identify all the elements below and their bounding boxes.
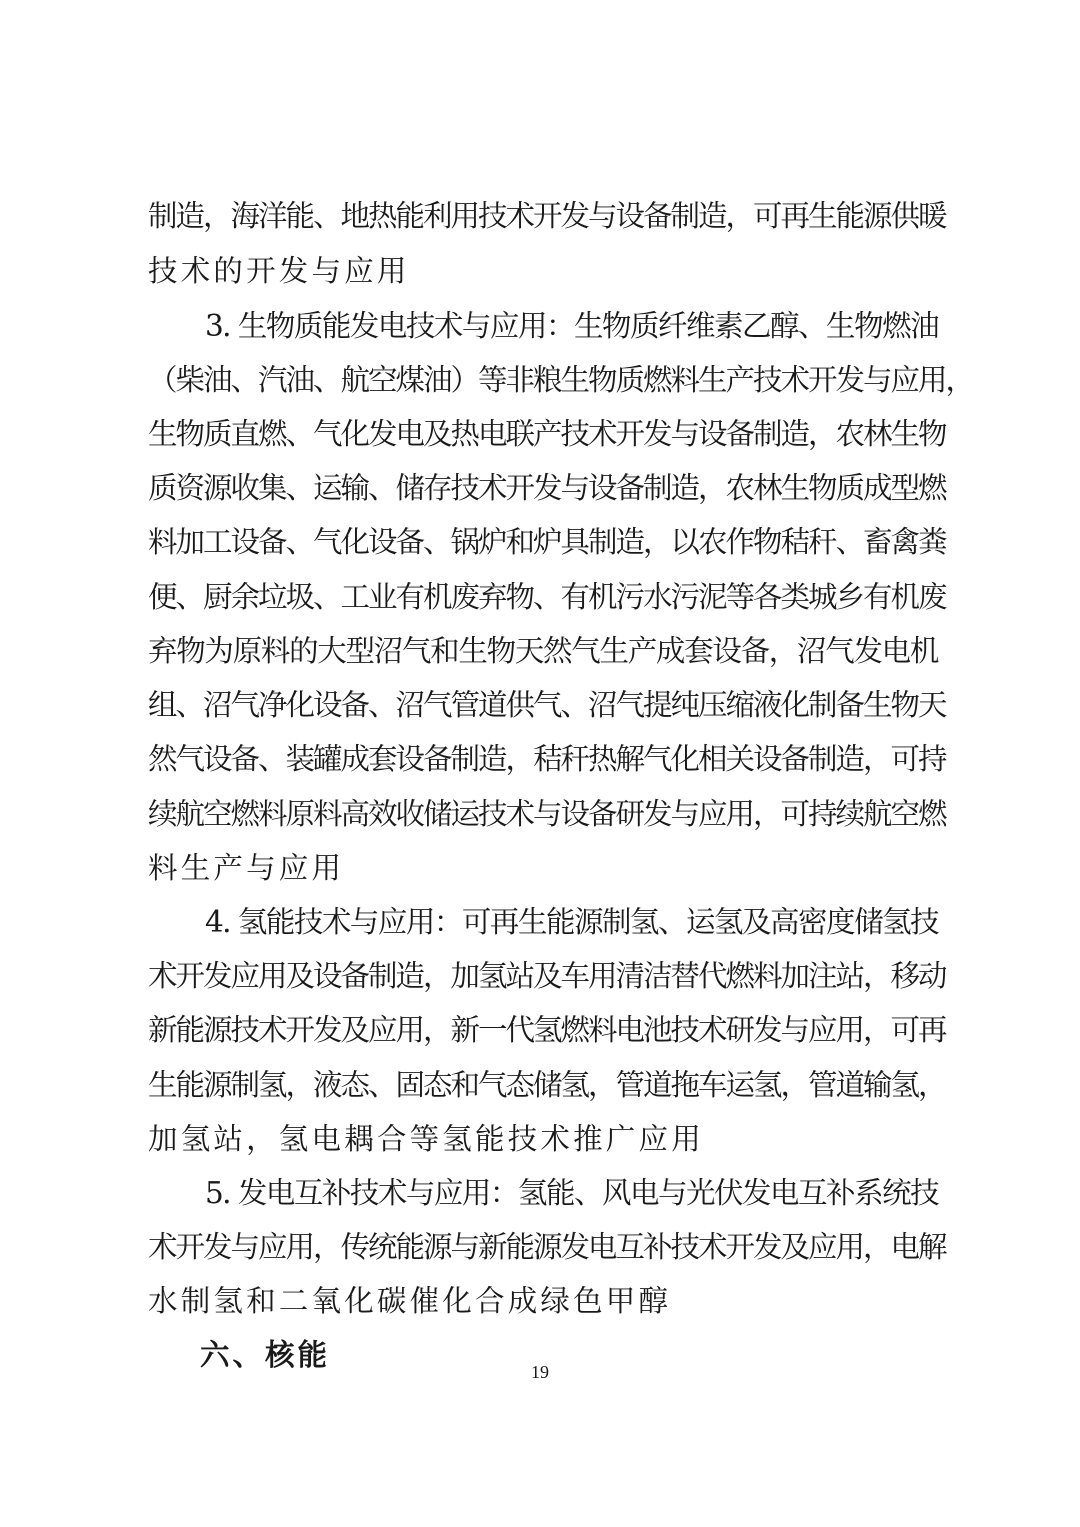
list-item-5-line: 5. 发电互补技术与应用：氢能、风电与光伏发电互补系统技 [205, 1176, 938, 1210]
body-line: 加氢站，氢电耦合等氢能技术推广应用 [148, 1122, 704, 1156]
body-line: 技术的开发与应用 [148, 254, 410, 288]
body-line: （柴油、汽油、航空煤油）等非粮生物质燃料生产技术开发与应用， [148, 363, 974, 397]
body-line: 组、沼气净化设备、沼气管道供气、沼气提纯压缩液化制备生物天 [148, 688, 946, 722]
body-line: 生能源制氢，液态、固态和气态储氢，管道拖车运氢，管道输氢， [148, 1068, 946, 1102]
body-line: 便、厨余垃圾、工业有机废弃物、有机污水污泥等各类城乡有机废 [148, 580, 946, 614]
list-item-4-line: 4. 氢能技术与应用：可再生能源制氢、运氢及高密度储氢技 [205, 905, 938, 939]
section-heading: 六、核能 [200, 1338, 331, 1372]
list-item-3-line: 3. 生物质能发电技术与应用：生物质纤维素乙醇、生物燃油 [205, 309, 938, 343]
body-line: 水制氢和二氧化碳催化合成绿色甲醇 [148, 1284, 672, 1318]
body-line: 料生产与应用 [148, 851, 345, 885]
body-line: 料加工设备、气化设备、锅炉和炉具制造，以农作物秸秆、畜禽粪 [148, 525, 946, 559]
body-line: 制造，海洋能、地热能利用技术开发与设备制造，可再生能源供暖 [148, 199, 946, 233]
body-line: 术开发应用及设备制造，加氢站及车用清洁替代燃料加注站，移动 [148, 959, 946, 993]
body-line: 生物质直燃、气化发电及热电联产技术开发与设备制造，农林生物 [148, 417, 946, 451]
body-line: 弃物为原料的大型沼气和生物天然气生产成套设备，沼气发电机 [148, 634, 938, 668]
body-line: 术开发与应用，传统能源与新能源发电互补技术开发及应用，电解 [148, 1230, 946, 1264]
page-number: 19 [531, 1362, 549, 1382]
body-line: 质资源收集、运输、储存技术开发与设备制造，农林生物质成型燃 [148, 471, 946, 505]
body-line: 续航空燃料原料高效收储运技术与设备研发与应用，可持续航空燃 [148, 797, 946, 831]
body-line: 然气设备、装罐成套设备制造，秸秆热解气化相关设备制造，可持 [148, 742, 946, 776]
body-line: 新能源技术开发及应用，新一代氢燃料电池技术研发与应用，可再 [148, 1013, 946, 1047]
